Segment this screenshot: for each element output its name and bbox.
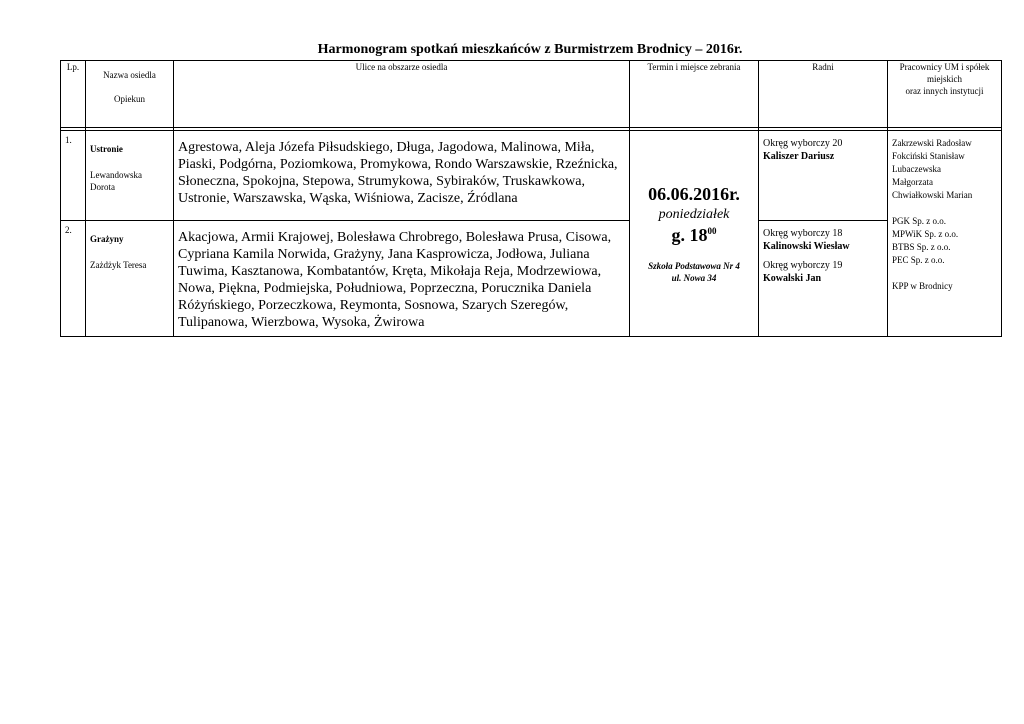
osiedle-name: Grażyny	[90, 234, 124, 244]
meeting-hour: g. 18	[671, 224, 708, 245]
header-pracownicy-line2: miejskich	[927, 74, 962, 84]
table-row	[61, 221, 1002, 337]
header-osiedle	[86, 61, 174, 128]
opiekun-name-line2: Dorota	[90, 182, 115, 192]
row-lp: 2.	[61, 221, 86, 337]
meeting-place-line2: ul. Nowa 34	[671, 272, 717, 283]
okreg-label: Okręg wyborczy 19	[763, 260, 843, 271]
schedule-table	[60, 60, 1002, 337]
header-pracownicy-line1: Pracownicy UM i spółek	[899, 62, 990, 72]
opiekun-name: Zażdżyk Teresa	[90, 260, 147, 270]
meeting-day: poniedziałek	[658, 206, 730, 222]
meeting-date: 06.06.2016r.	[648, 183, 740, 204]
header-pracownicy-line3: oraz innych instytucji	[905, 86, 984, 96]
header-termin: Termin i miejsce zebrania	[630, 61, 759, 128]
radny-name: Kowalski Jan	[763, 273, 822, 284]
pracownik-item: Zakrzewski Radosław	[892, 138, 972, 148]
pracownik-item: Lubaczewska	[892, 164, 941, 174]
ulice-cell: Akacjowa, Armii Krajowej, Bolesława Chrobrego, Bolesława Prusa, Cisowa, Cypriana Kamila Norwida, Grażyny, Jana Kasprowicza, Jodłowa, Juliana Tuwima, Kasztanowa, Kombatantów, Kręta, Mikołaja Reja, Modrzewiowa, Nowa, Piękna, Podmiejska, Południowa, Poprzeczna, Porucznika Daniela Różyńskiego, Porzeczkowa, Reymonta, Sosnowa, Szarych Szeregów, Tulipanowa, Wierzbowa, Wysoka, Żwirowa	[174, 221, 630, 337]
meeting-place	[630, 260, 758, 284]
pracownik-item: Chwiałkowski Marian	[892, 190, 973, 200]
okreg-label: Okręg wyborczy 18	[763, 228, 843, 239]
pracownik-item: MPWiK Sp. z o.o.	[892, 229, 959, 239]
okreg-label: Okręg wyborczy 20	[763, 138, 843, 149]
pracownik-item: KPP w Brodnicy	[892, 281, 953, 291]
meeting-time	[630, 225, 758, 246]
pracownik-item: PEC Sp. z o.o.	[892, 255, 945, 265]
pracownik-item: Małgorzata	[892, 177, 933, 187]
opiekun-name: Lewandowska	[90, 170, 142, 180]
osiedle-cell	[86, 221, 174, 337]
radni-cell	[759, 221, 888, 337]
header-lp: Lp.	[61, 61, 86, 128]
termin-cell	[630, 131, 759, 337]
header-ulice: Ulice na obszarze osiedla	[174, 61, 630, 128]
pracownik-item: PGK Sp. z o.o.	[892, 216, 947, 226]
table-row	[61, 131, 1002, 221]
ulice-cell: Agrestowa, Aleja Józefa Piłsudskiego, Długa, Jagodowa, Malinowa, Miła, Piaski, Podgórna, Poziomkowa, Promykowa, Rondo Warszawskie, Rzeźnicka, Słoneczna, Spokojna, Stepowa, Strumykowa, Sybiraków, Truskawkowa, Ustronie, Warszawska, Wąska, Wiśniowa, Zacisze, Źródlana	[174, 131, 630, 221]
header-radni: Radni	[759, 61, 888, 128]
radny-name: Kaliszer Dariusz	[763, 151, 835, 162]
document-title: Harmonogram spotkań mieszkańców z Burmistrzem Brodnicy – 2016r.	[317, 42, 743, 57]
osiedle-name: Ustronie	[90, 144, 123, 154]
meeting-minutes: 00	[707, 225, 717, 236]
meeting-place-line1: Szkoła Podstawowa Nr 4	[648, 260, 740, 271]
header-row	[61, 61, 1002, 128]
pracownik-item: BTBS Sp. z o.o.	[892, 242, 951, 252]
row-lp: 1.	[61, 131, 86, 221]
pracownik-item: Fokciński Stanisław	[892, 151, 965, 161]
header-pracownicy	[888, 61, 1002, 128]
header-nazwa-osiedla: Nazwa osiedla	[103, 70, 156, 80]
radny-name: Kalinowski Wiesław	[763, 241, 850, 252]
osiedle-cell	[86, 131, 174, 221]
radni-cell	[759, 131, 888, 221]
header-opiekun: Opiekun	[114, 94, 145, 104]
pracownicy-cell	[888, 131, 1002, 337]
